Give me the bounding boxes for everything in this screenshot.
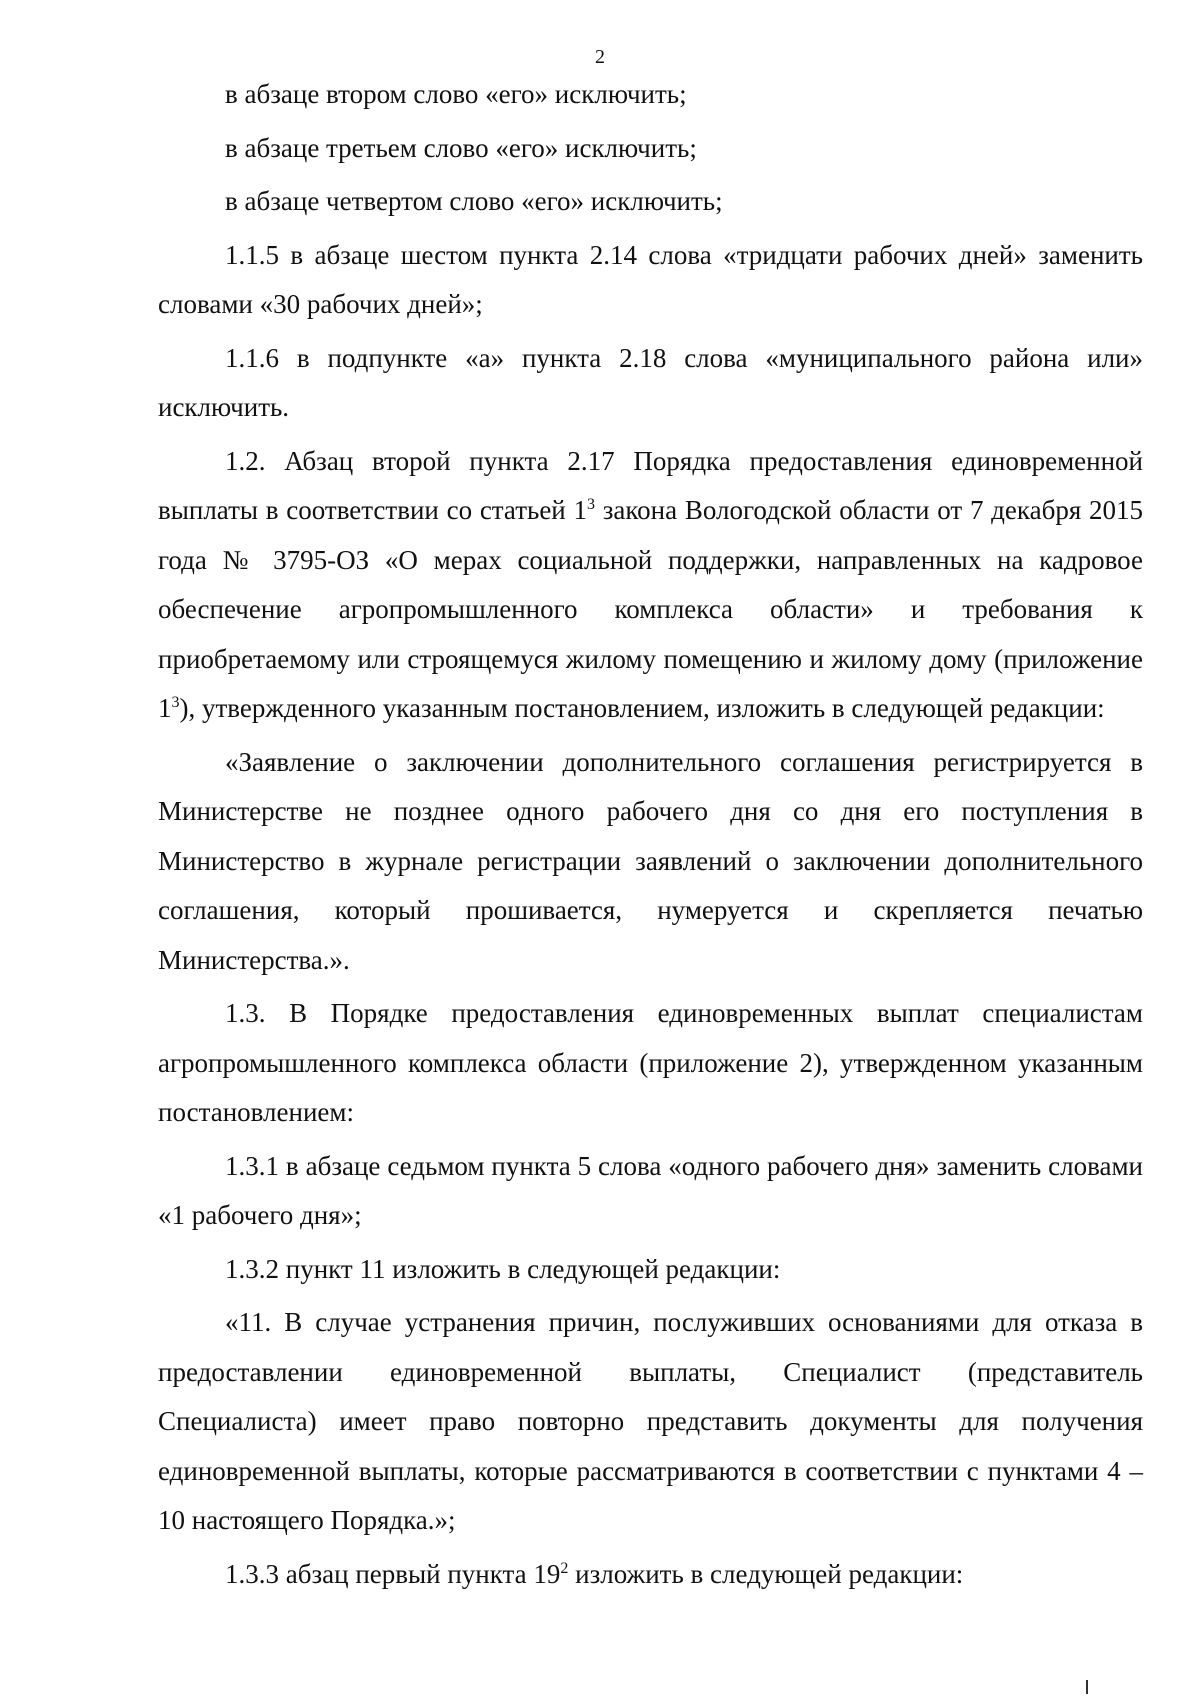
paragraph-6-part2: закона Вологодской области от 7 декабря 2015 года № 3795-ОЗ «О мерах социальной поддержки, направленных на кадровое обеспечение агропромышленного комплекса области» и требования к приобретаемому или строящемуся жилому помещению и жилому дому (приложение 1 [158,495,1144,723]
paragraph-2: в абзаце третьем слово «его» исключить; [225,132,697,163]
paragraph-6-part1: 1.2. Абзац второй пункта 2.17 Порядка предоставления единовременной выплаты в соответствии со статьей 1 [158,445,1143,525]
paragraph-9: 1.3.1 в абзаце седьмом пункта 5 слова «одного рабочего дня» заменить словами «1 рабочего дня»; [158,1150,1143,1230]
paragraph-5: 1.1.6 в подпункте «а» пункта 2.18 слова «муниципального района или» исключить. [158,342,1143,422]
paragraph-3: в абзаце четвертом слово «его» исключить; [225,186,723,216]
paragraph-12-part1: 1.3.3 абзац первый пункта 19 [225,1558,561,1589]
paragraph-12-part2: изложить в следующей редакции: [568,1558,964,1589]
paragraph-10: 1.3.2 пункт 11 изложить в следующей редакции: [225,1253,781,1284]
superscript-3: 3 [587,496,596,513]
paragraph-12 [158,1550,1143,1600]
superscript-2: 2 [560,1559,569,1577]
superscript-3: 3 [171,694,180,711]
paragraph-1: в абзаце втором слово «его» исключить; [225,79,687,109]
paragraph-6-part3: ), утвержденного указанным постановлением, изложить в следующей редакции: [179,693,1105,723]
paragraph-11: «11. В случае устранения причин, послуживших основаниями для отказа в предоставлении единовременной выплаты, Специалист (представитель Специалиста) имеет право повторно представить документы для получения единовременной выплаты, которые рассматриваются в соответствии с пунктами 4 – 10 настоящего Порядка.»; [158,1307,1143,1535]
document-body [158,70,1143,1599]
paragraph-8: 1.3. В Порядке предоставления единовременных выплат специалистам агропромышленного комплекса области (приложение 2), утвержденном указанным постановлением: [158,998,1143,1127]
scan-mark [1086,1680,1088,1694]
page-number: 2 [595,46,605,68]
paragraph-6 [158,437,1143,734]
paragraph-4: 1.1.5 в абзаце шестом пункта 2.14 слова «тридцати рабочих дней» заменить словами «30 рабочих дней»; [158,239,1143,319]
paragraph-7: «Заявление о заключении дополнительного соглашения регистрируется в Министерстве не позднее одного рабочего дня со дня его поступления в Министерство в журнале регистрации заявлений о заключении дополнительного соглашения, который прошивается, нумеруется и скрепляется печатью Министерства.». [158,746,1143,975]
